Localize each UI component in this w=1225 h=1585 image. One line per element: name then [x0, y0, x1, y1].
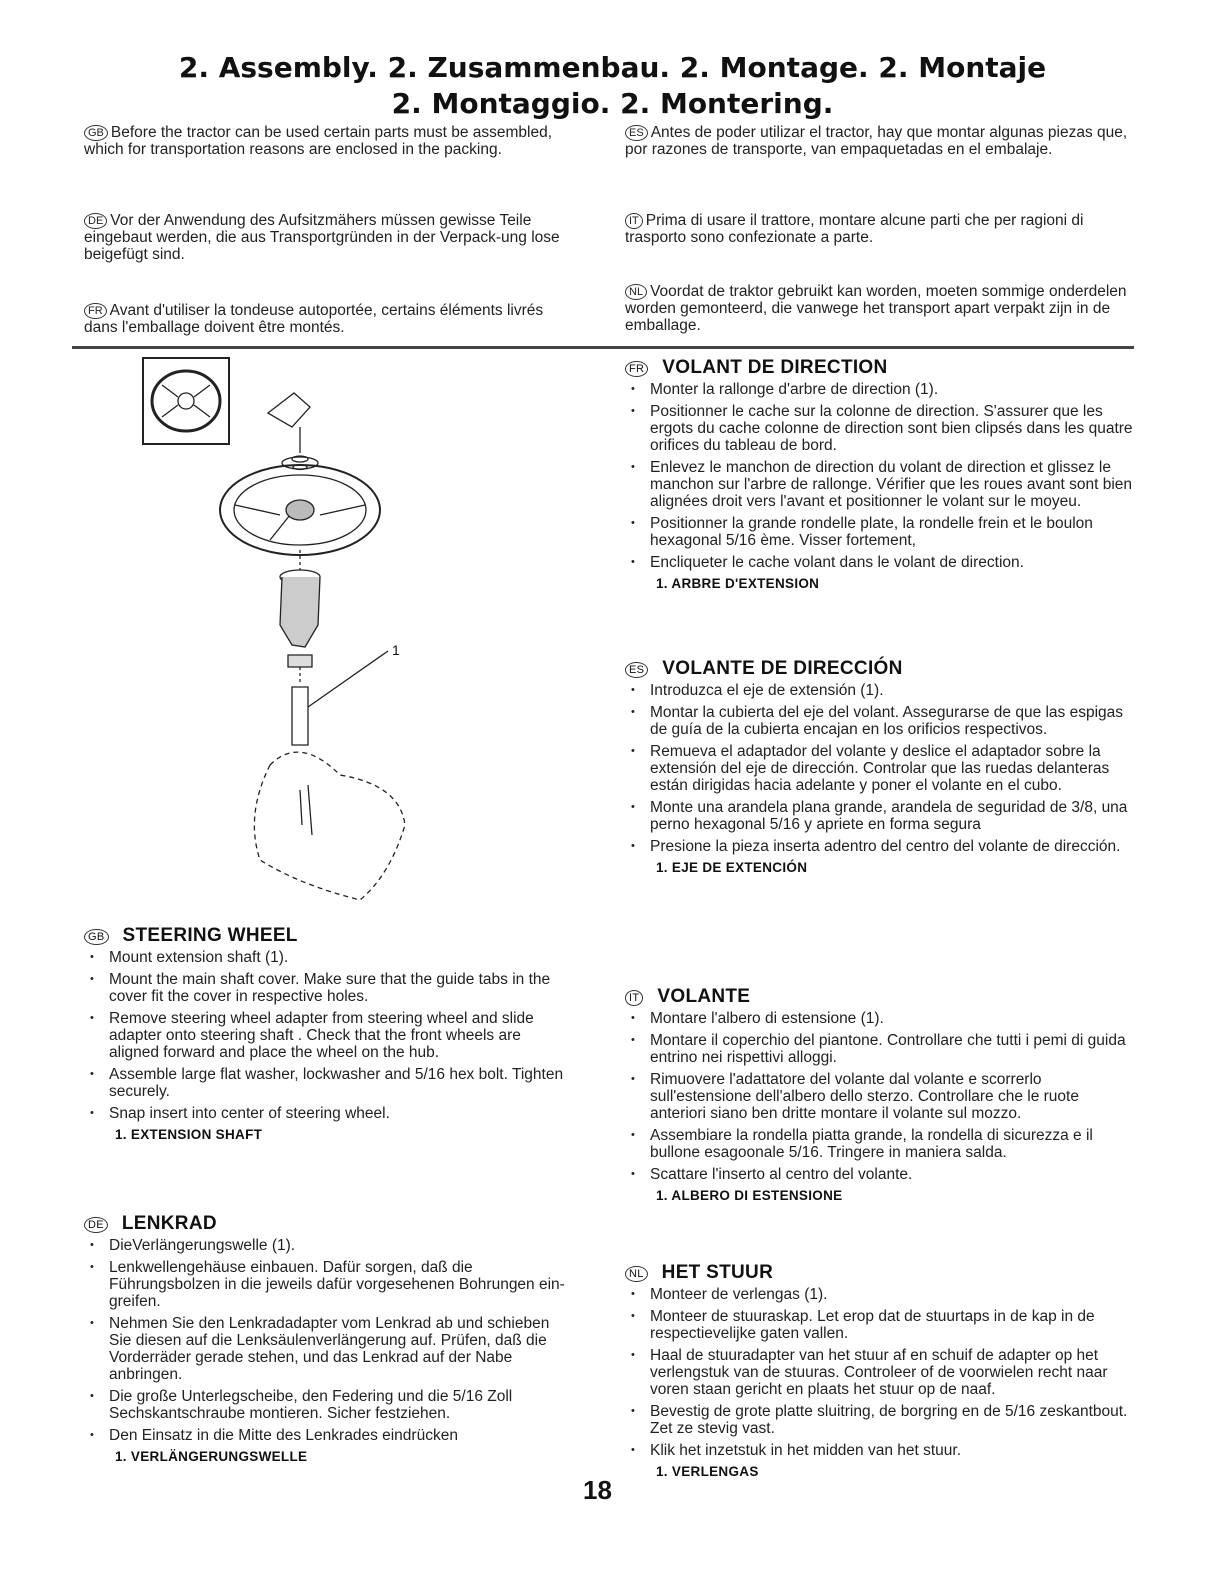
list-item: • Positionner le cache sur la colonne de direction. S'assurer que les ergots du cache colonne de direction sont bien clipsés dans les quatre orifices du tableau de bord.: [625, 403, 1137, 454]
list-item: • Mount extension shaft (1).: [84, 949, 574, 966]
list-item: • Monte una arandela plana grande, arandela de seguridad de 3/8, una perno hexagonal 5/16 y apriete en forma segura: [625, 799, 1137, 833]
heading-text: VOLANT DE DIRECTION: [662, 357, 888, 378]
list-item: • Rimuovere l'adattatore del volante dal volante e scorrerlo sull'estensione dell'albero dello sterzo. Controllare che le ruote anteriori siano ben dritte montare il volante sul mozzo.: [625, 1071, 1137, 1122]
heading-text: VOLANTE DE DIRECCIÓN: [662, 658, 903, 679]
list-item: • Remueva el adaptador del volante y deslice el adaptador sobre la extensión del eje de dirección. Controlar que las ruedas delanteras están dirigidas hacia adelante y poner el volante en el cubo.: [625, 743, 1137, 794]
figure-legend: 1. ALBERO DI ESTENSIONE: [656, 1188, 843, 1203]
list-item: • Assembiare la rondella piatta grande, la rondella di sicurezza e il bullone esagoonale 5/16. Tringere in maniera salda.: [625, 1127, 1137, 1161]
language-code-nl: NL: [625, 284, 647, 300]
section-nl: [625, 1262, 1137, 1479]
section-gb-heading: [84, 925, 574, 947]
intro-it: [625, 212, 1137, 246]
list-item: • Klik het inzetstuk in het midden van het stuur.: [625, 1442, 1137, 1459]
instruction-list: [84, 949, 574, 1122]
language-code-fr: FR: [625, 361, 648, 377]
language-code-gb: GB: [84, 929, 109, 945]
intro-de-text: Vor der Anwendung des Aufsitzmähers müssen gewisse Teile eingebaut werden, die aus Transportgründen in der Verpack-ung lose beigefügt sind.: [84, 212, 560, 263]
section-gb: [84, 925, 574, 1142]
intro-it-text: Prima di usare il trattore, montare alcune parti che per ragioni di trasporto sono confezionate a parte.: [625, 212, 1084, 246]
intro-es-text: Antes de poder utilizar el tractor, hay que montar algunas piezas que, por razones de transporte, van empaquetadas en el embalaje.: [625, 124, 1128, 158]
section-nl-heading: [625, 1262, 1137, 1284]
language-code-it: IT: [625, 213, 643, 229]
figure-callout: 1: [392, 642, 400, 658]
heading-text: VOLANTE: [657, 986, 751, 1007]
instruction-list: [625, 1286, 1137, 1459]
intro-fr-text: Avant d'utiliser la tondeuse autoportée, certains éléments livrés dans l'emballage doivent être montés.: [84, 302, 544, 336]
language-code-de: DE: [84, 213, 107, 229]
language-code-fr: FR: [84, 303, 107, 319]
page-title-line-1: 2. Assembly. 2. Zusammenbau. 2. Montage. 2. Montaje: [178, 51, 1047, 84]
dashboard-outline: [254, 752, 405, 900]
intro-gb: [84, 124, 574, 158]
list-item: • Scattare l'inserto al centro del volante.: [625, 1166, 1137, 1183]
list-item: • DieVerlängerungswelle (1).: [84, 1237, 574, 1254]
inset-steering-wheel: [152, 371, 220, 431]
figure-legend: 1. EJE DE EXTENCIÓN: [656, 860, 808, 875]
list-item: • Introduzca el eje de extensión (1).: [625, 682, 1137, 699]
instruction-list: [625, 381, 1137, 571]
section-fr: [625, 357, 1137, 591]
figure-legend: 1. VERLÄNGERUNGSWELLE: [115, 1449, 308, 1464]
list-item: • Montar la cubierta del eje del volant. Assegurarse de que las espigas de guía de la cubierta encajan en los orificios respectivos.: [625, 704, 1137, 738]
list-item: • Mount the main shaft cover. Make sure that the guide tabs in the cover fit the cover in respective holes.: [84, 971, 574, 1005]
list-item: • Assemble large flat washer, lockwasher and 5/16 hex bolt. Tighten securely.: [84, 1066, 574, 1100]
wheel-cap: [268, 393, 310, 427]
language-code-nl: NL: [625, 1266, 648, 1282]
language-code-es: ES: [625, 662, 648, 678]
figure-legend: 1. VERLENGAS: [656, 1464, 759, 1479]
figure-legend: 1. EXTENSION SHAFT: [115, 1127, 263, 1142]
extension-shaft: [292, 687, 308, 745]
language-code-de: DE: [84, 1217, 108, 1233]
section-de-heading: [84, 1213, 574, 1235]
list-item: • Die große Unterlegscheibe, den Federing und die 5/16 Zoll Sechskantschraube montieren. Sicher festziehen.: [84, 1388, 574, 1422]
intro-nl-text: Voordat de traktor gebruikt kan worden, moeten sommige onderdelen worden gemonteerd, die vanwege het transport apart verpakt zijn in de emballage.: [625, 283, 1127, 334]
section-it-heading: [625, 986, 1137, 1008]
heading-text: STEERING WHEEL: [122, 925, 298, 946]
list-item: • Bevestig de grote platte sluitring, de borgring en de 5/16 zeskantbout. Zet ze stevig vast.: [625, 1403, 1137, 1437]
language-code-gb: GB: [84, 125, 108, 141]
page-number: 18: [583, 1475, 612, 1505]
list-item: • Monteer de verlengas (1).: [625, 1286, 1137, 1303]
list-item: • Monter la rallonge d'arbre de direction (1).: [625, 381, 1137, 398]
list-item: • Nehmen Sie den Lenkradadapter vom Lenkrad ab und schieben Sie diesen auf die Lenksäulenverlängerung auf. Prüfen, daß die Vorderräder gerade stehen, und das Lenkrad auf der Nabe anbringen.: [84, 1315, 574, 1383]
intro-nl: [625, 283, 1137, 334]
steering-wheel-assembly-illustration: [140, 355, 440, 915]
language-code-it: IT: [625, 990, 643, 1006]
callout-leader: [308, 651, 388, 707]
list-item: • Positionner la grande rondelle plate, la rondelle frein et le boulon hexagonal 5/16 ème. Visser fortement,: [625, 515, 1137, 549]
hub: [286, 500, 314, 520]
instruction-list: [625, 1010, 1137, 1183]
list-item: • Montare il coperchio del piantone. Controllare che tutti i pemi di guida entrino nei rispettivi alloggi.: [625, 1032, 1137, 1066]
language-code-es: ES: [625, 125, 648, 141]
intro-fr: [84, 302, 574, 336]
list-item: • Lenkwellengehäuse einbauen. Dafür sorgen, daß die Führungsbolzen in die jeweils dafür vorgesehenen Bohrungen ein- greifen.: [84, 1259, 574, 1310]
list-item: • Encliqueter le cache volant dans le volant de direction.: [625, 554, 1137, 571]
section-divider: [72, 346, 1134, 349]
section-fr-heading: [625, 357, 1137, 379]
list-item: • Montare l'albero di estensione (1).: [625, 1010, 1137, 1027]
section-it: [625, 986, 1137, 1203]
list-item: • Monteer de stuuraskap. Let erop dat de stuurtaps in de kap in de respectievelijke gaten vallen.: [625, 1308, 1137, 1342]
section-es: [625, 658, 1137, 875]
section-es-heading: [625, 658, 1137, 680]
intro-gb-text: Before the tractor can be used certain parts must be assembled, which for transportation reasons are enclosed in the packing.: [84, 124, 553, 158]
list-item: • Remove steering wheel adapter from steering wheel and slide adapter onto steering shaft . Check that the front wheels are aligned forward and place the wheel on the hub.: [84, 1010, 574, 1061]
intro-de: [84, 212, 574, 263]
shaft-cover: [280, 577, 320, 647]
instruction-list: [84, 1237, 574, 1444]
page-title-line-2: 2. Montaggio. 2. Montering.: [391, 87, 834, 120]
list-item: • Haal de stuuradapter van het stuur af en schuif de adapter op het verlengstuk van de stuuras. Controleer of de voorwielen recht naar voren staan gericht en plaats het stuur op de naaf.: [625, 1347, 1137, 1398]
intro-es: [625, 124, 1137, 158]
heading-text: HET STUUR: [661, 1262, 774, 1283]
instruction-list: [625, 682, 1137, 855]
heading-text: LENKRAD: [121, 1213, 217, 1234]
section-de: [84, 1213, 574, 1464]
list-item: • Snap insert into center of steering wheel.: [84, 1105, 574, 1122]
list-item: • Presione la pieza inserta adentro del centro del volante de dirección.: [625, 838, 1137, 855]
figure-legend: 1. ARBRE D'EXTENSION: [656, 576, 820, 591]
list-item: • Enlevez le manchon de direction du volant de direction et glissez le manchon sur l'arbre de rallonge. Vérifier que les roues avant sont bien alignées droit vers l'avant et positionner le volant sur le moyeu.: [625, 459, 1137, 510]
list-item: • Den Einsatz in die Mitte des Lenkrades eindrücken: [84, 1427, 574, 1444]
